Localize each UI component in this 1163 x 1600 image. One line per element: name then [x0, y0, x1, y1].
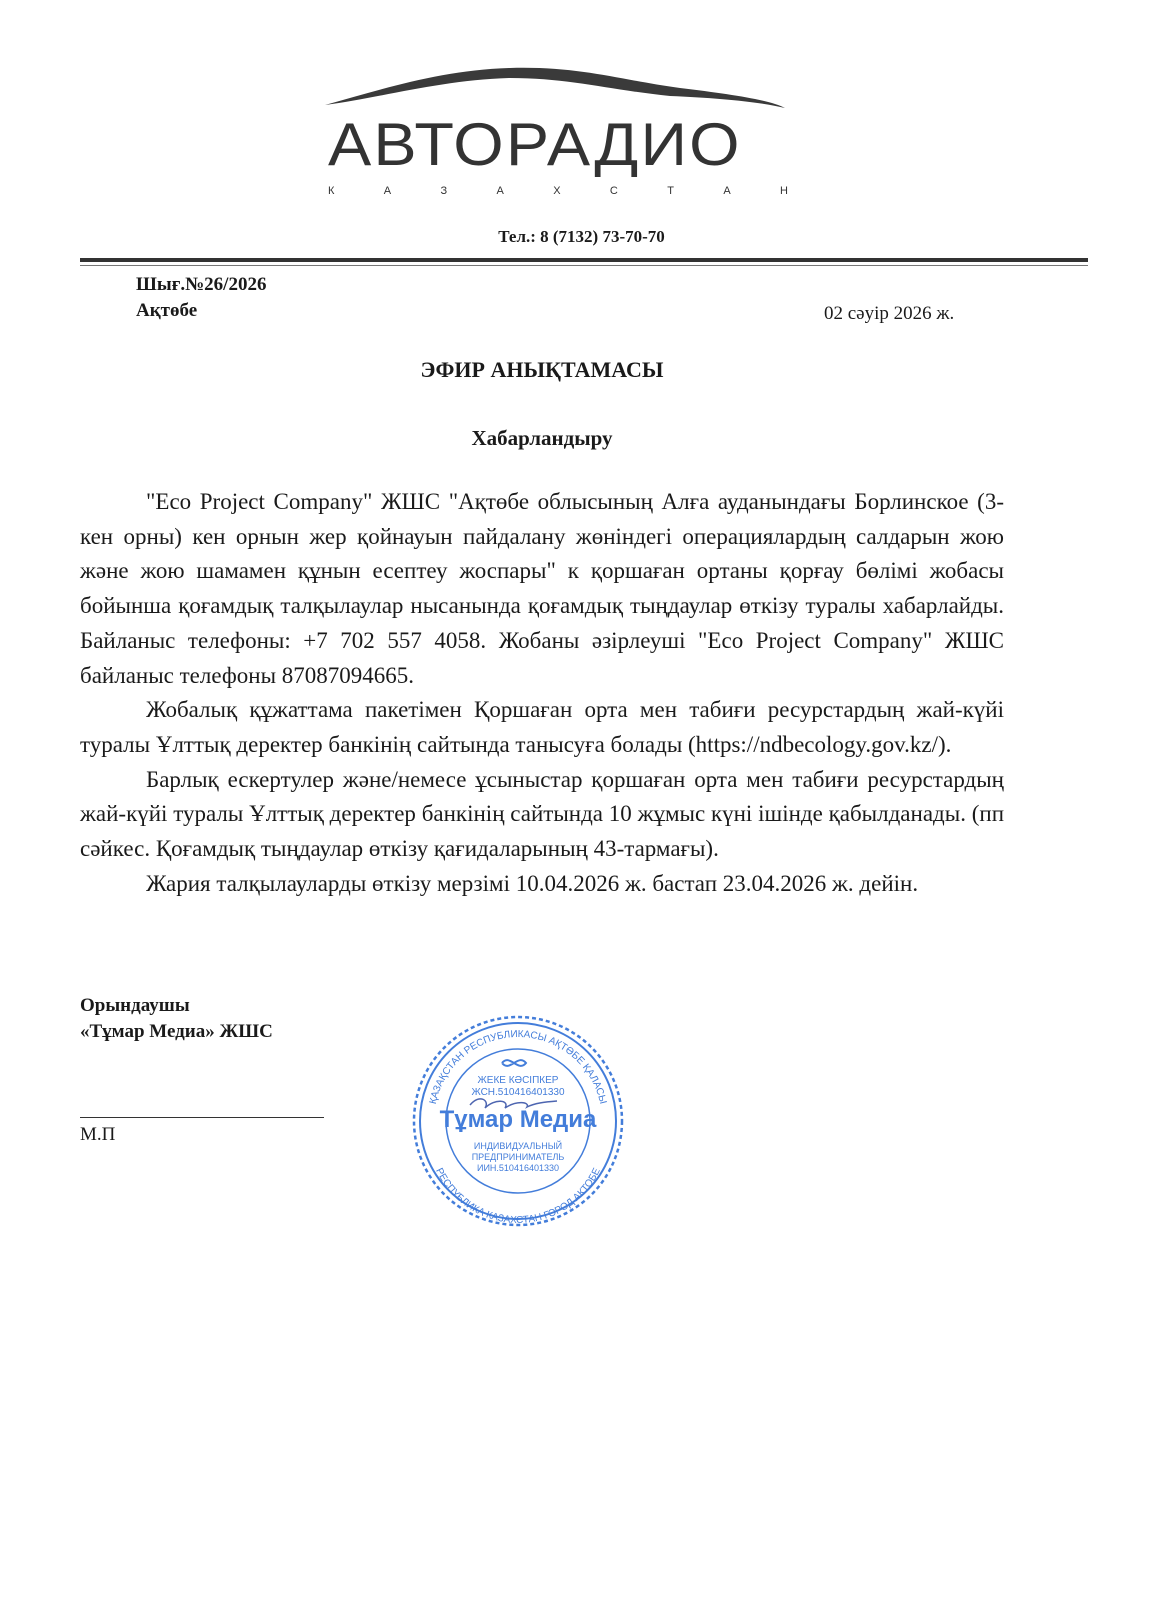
logo-letter: Т [667, 185, 674, 197]
paragraph: Барлық ескертулер және/немесе ұсыныстар қоршаған орта мен табиғи ресурстардың жай-күйі туралы Ұлттық деректер банкінің сайтында 10 жұмыс күні ішінде қабылданады. (пп сәйкес. Қоғамдық тыңдаулар өткізу қағидаларының 43-тармағы). [80, 766, 1004, 862]
logo-letter: А [383, 185, 392, 197]
logo-letter: С [609, 185, 618, 197]
signer-company: «Тұмар Медиа» ЖШС [80, 1021, 273, 1043]
city: Ақтөбе [136, 300, 198, 321]
signer-role: Орындаушы [80, 995, 190, 1017]
document-body [80, 485, 1004, 901]
stamp-line2: ЖСН.510416401330 [471, 1087, 565, 1099]
header-divider-thin [80, 265, 1088, 266]
reference-block [136, 272, 266, 324]
stamp-line5: ИИН.510416401330 [476, 1163, 560, 1174]
infinity-icon [502, 1061, 526, 1067]
logo-letter: Х [553, 185, 561, 197]
header-divider [80, 258, 1088, 262]
paragraph: Жобалық құжаттама пакетімен Қоршаған орта мен табиғи ресурстардың жай-күйі туралы Ұлттық деректер банкінің сайтында танысуға болады (https://ndbecology.gov.kz/). [80, 697, 1004, 757]
logo-wordmark: АВТОРАДИО [328, 111, 742, 178]
company-stamp [410, 1013, 626, 1229]
signature-line [80, 1117, 324, 1118]
document-date: 02 сәуір 2026 ж. [824, 303, 955, 324]
stamp-line3: ИНДИВИДУАЛЬНЫЙ [473, 1141, 563, 1152]
stamp-line4: ПРЕДПРИНИМАТЕЛЬ [471, 1152, 565, 1163]
stamp-outer-top: ҚАЗАҚСТАН РЕСПУБЛИКАСЫ АҚТӨБЕ ҚАЛАСЫ [427, 1029, 609, 1106]
document-subtitle: Хабарландыру [471, 426, 613, 450]
logo-subtitle [328, 184, 788, 198]
logo-letter: К [328, 185, 335, 197]
logo-letter: Н [780, 185, 788, 197]
logo-letter: А [723, 185, 731, 197]
stamp-line1: ЖЕКЕ КӘСІПКЕР [477, 1075, 559, 1087]
paragraph: "Eco Project Company" ЖШС "Ақтөбе облысының Алға ауданындағы Борлинское (3-кен орны) кен орнын жер қойнауын пайдалану жөніндегі операциялардың салдарын жою және жою шамамен құнын есептеу жоспары" к қоршаған ортаны қорғау бөлімі жобасы бойынша қоғамдық талқылаулар нысанында қоғамдық тыңдаулар өткізу туралы хабарлайды. Байланыс телефоны: +7 702 557 4058. Жобаны әзірлеуші "Eco Project Company" ЖШС байланыс телефоны 87087094665. [80, 489, 1004, 688]
stamp-outer-bottom: РЕСПУБЛИКА КАЗАХСТАН ГОРОД АКТОБЕ [433, 1166, 603, 1227]
svg-text:РЕСПУБЛИКА КАЗАХСТАН ГОРОД АКТ [433, 1167, 603, 1227]
stamp-name: Тұмар Медиа [439, 1106, 597, 1134]
car-silhouette-logo [320, 60, 790, 110]
paragraph: Жария талқылауларды өткізу мерзімі 10.04.2026 ж. бастап 23.04.2026 ж. дейін. [146, 870, 919, 896]
signature-section [80, 993, 1004, 1233]
document-content [80, 356, 1004, 1233]
letterhead-phone: Тел.: 8 (7132) 73-70-70 [498, 227, 665, 246]
ref-number: Шығ.№26/2026 [136, 274, 267, 295]
seal-place-label: М.П [80, 1124, 116, 1146]
document-title: ЭФИР АНЫҚТАМАСЫ [420, 357, 664, 382]
logo-letter: А [496, 185, 504, 197]
logo-letter: З [440, 185, 448, 197]
